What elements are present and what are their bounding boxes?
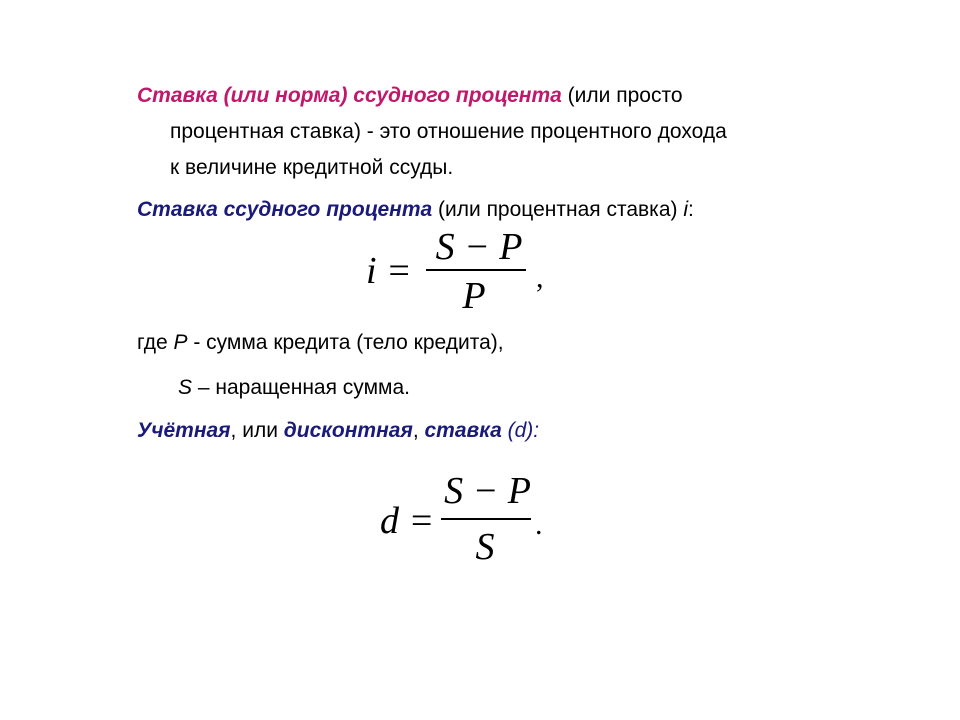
definition-3 — [137, 420, 539, 441]
formula-i-lhs: i = — [366, 250, 412, 292]
where-s-description: – наращенная сумма. — [192, 376, 410, 399]
definition-3-paren: (d): — [501, 419, 540, 442]
variable-p: P — [173, 331, 188, 354]
definition-1-line-2: процентная ставка) - это отношение процентного дохода — [170, 120, 727, 143]
formula-interest-rate — [360, 225, 560, 315]
formula-d-denominator: S — [475, 526, 495, 568]
where-line-2 — [178, 377, 410, 398]
formula-i-numerator: S − P — [435, 226, 523, 268]
formula-i-denominator: P — [462, 275, 486, 317]
formula-d-numerator: S − P — [444, 470, 531, 512]
definition-1-text: (или просто — [561, 84, 683, 107]
formula-i-fraction-bar — [426, 269, 526, 271]
formula-d-period: . — [535, 508, 543, 541]
definition-2-text: (или процентная ставка) — [432, 198, 684, 221]
definition-2 — [137, 199, 694, 220]
term-rate: ставка — [424, 419, 502, 442]
where-prefix: где — [137, 331, 174, 354]
term-interest-rate: Ставка ссудного процента — [137, 198, 433, 221]
definition-2-colon: : — [688, 198, 694, 221]
where-p-description: - сумма кредита (тело кредита), — [187, 331, 504, 354]
formula-i-comma: , — [536, 261, 544, 294]
where-line-1 — [137, 332, 504, 353]
formula-discount-rate — [375, 470, 575, 570]
definition-3-comma: , — [412, 419, 425, 442]
term-loan-interest-rate: Ставка (или норма) ссудного процента — [137, 84, 562, 107]
formula-d-fraction-bar — [441, 518, 531, 520]
definition-3-mid: , или — [230, 419, 284, 442]
term-accounting-rate: Учётная — [137, 419, 231, 442]
variable-s: S — [178, 376, 193, 399]
term-discount: дисконтная — [283, 419, 413, 442]
definition-1-line-1 — [137, 85, 683, 106]
variable-i: i — [683, 198, 689, 221]
formula-d-lhs: d = — [380, 500, 435, 542]
definition-1-line-3: к величине кредитной ссуды. — [170, 156, 454, 179]
